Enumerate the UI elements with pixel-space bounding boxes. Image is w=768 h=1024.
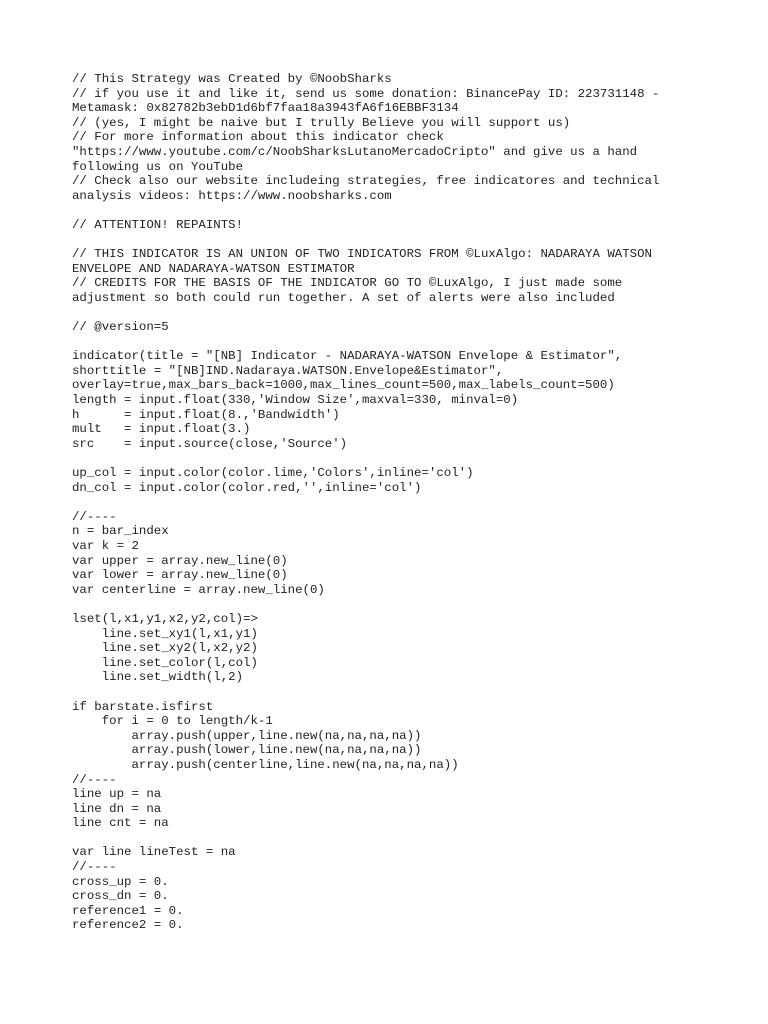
code-line: line.set_color(l,col) — [72, 655, 258, 670]
code-line: // This Strategy was Created by ©NoobSharks — [72, 72, 392, 86]
code-line: array.push(lower,line.new(na,na,na,na)) — [72, 743, 422, 758]
code-line — [72, 203, 712, 218]
code-line: // (yes, I might be naive but I trully Believe you will support us) — [72, 115, 571, 130]
code-line — [72, 306, 712, 321]
code-line: var centerline = array.new_line(0) — [72, 582, 325, 597]
code-line: overlay=true,max_bars_back=1000,max_lines_count=500,max_labels_count=500) — [72, 378, 615, 393]
code-line — [72, 495, 712, 510]
code-line: n = bar_index — [72, 524, 169, 539]
code-line: Metamask: 0x82782b3ebD1d6bf7faa18a3943fA6f16EBBF3134 — [72, 101, 459, 116]
code-line: line up = na — [72, 787, 162, 802]
code-line: lset(l,x1,y1,x2,y2,col)=> — [72, 611, 258, 626]
code-line: line.set_width(l,2) — [72, 670, 244, 685]
code-line: // For more information about this indicator check — [72, 130, 444, 145]
code-line: following us on YouTube — [72, 159, 244, 174]
code-line: ENVELOPE AND NADARAYA-WATSON ESTIMATOR — [72, 261, 355, 276]
code-line: adjustment so both could run together. A set of alerts were also included — [72, 290, 615, 305]
code-line: // CREDITS FOR THE BASIS OF THE INDICATOR GO TO ©LuxAlgo, I just made some — [72, 276, 623, 291]
code-line: var line lineTest = na — [72, 845, 236, 860]
code-line: //---- — [72, 860, 117, 875]
code-line: line dn = na — [72, 801, 162, 816]
code-line: // Check also our website includeing strategies, free indicatores and technical — [72, 174, 660, 189]
code-line: src = input.source(close,'Source') — [72, 436, 348, 451]
code-line: reference2 = 0. — [72, 918, 184, 933]
code-line — [72, 451, 712, 466]
code-line: mult = input.float(3.) — [72, 422, 251, 437]
code-line: // ATTENTION! REPAINTS! — [72, 217, 244, 232]
code-line: dn_col = input.color(color.red,'',inline='col') — [72, 480, 422, 495]
code-line: var lower = array.new_line(0) — [72, 568, 288, 583]
code-line: for i = 0 to length/k-1 — [72, 714, 273, 729]
code-line: // @version=5 — [72, 320, 169, 335]
code-line — [72, 831, 712, 846]
code-line: "https://www.youtube.com/c/NoobSharksLutanoMercadoCripto" and give us a hand — [72, 144, 638, 159]
code-line: var k = 2 — [72, 539, 139, 553]
code-line: // THIS INDICATOR IS AN UNION OF TWO INDICATORS FROM ©LuxAlgo: NADARAYA WATSON — [72, 247, 652, 262]
code-line — [72, 335, 712, 350]
code-line: line cnt = na — [72, 816, 169, 831]
code-line: array.push(centerline,line.new(na,na,na,na)) — [72, 757, 459, 772]
code-line: cross_dn = 0. — [72, 889, 169, 904]
code-line: if barstate.isfirst — [72, 699, 214, 714]
code-line: indicator(title = "[NB] Indicator - NADARAYA-WATSON Envelope & Estimator", — [72, 349, 623, 364]
code-line: length = input.float(330,'Window Size',maxval=330, minval=0) — [72, 393, 519, 408]
code-line: h = input.float(8.,'Bandwidth') — [72, 407, 340, 422]
code-line — [72, 685, 712, 700]
code-line — [72, 597, 712, 612]
code-line — [72, 233, 712, 248]
code-line: line.set_xy1(l,x1,y1) — [72, 626, 258, 641]
code-line: up_col = input.color(color.lime,'Colors',inline='col') — [72, 466, 474, 481]
code-line: shorttitle = "[NB]IND.Nadaraya.WATSON.Envelope&Estimator", — [72, 363, 504, 378]
document-page — [72, 72, 712, 933]
code-line: cross_up = 0. — [72, 874, 169, 889]
code-line: line.set_xy2(l,x2,y2) — [72, 641, 258, 656]
code-line: var upper = array.new_line(0) — [72, 553, 288, 568]
code-line: array.push(upper,line.new(na,na,na,na)) — [72, 728, 422, 743]
code-line: analysis videos: https://www.noobsharks.com — [72, 188, 392, 203]
code-line: //---- — [72, 509, 117, 524]
code-line: // if you use it and like it, send us some donation: BinancePay ID: 223731148 - — [72, 86, 660, 101]
code-line: reference1 = 0. — [72, 903, 184, 918]
code-line: //---- — [72, 772, 117, 787]
